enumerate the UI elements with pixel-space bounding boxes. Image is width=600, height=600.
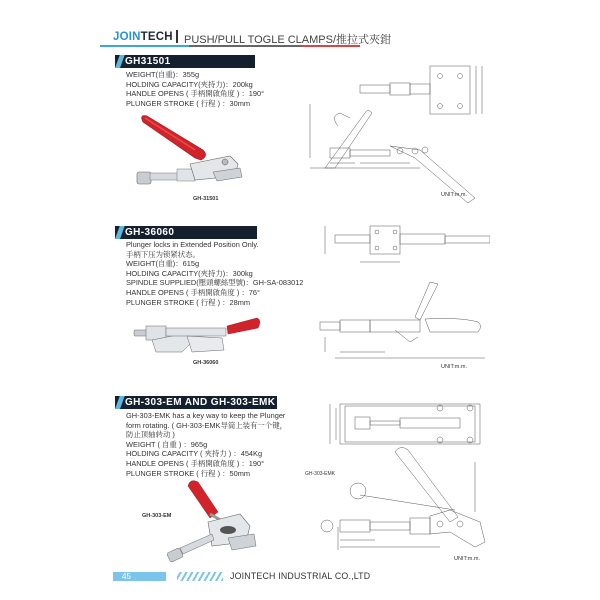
- company-name: JOINTECH INDUSTRIAL CO.,LTD: [230, 571, 371, 581]
- product-header-gh31501: GH31501: [115, 55, 255, 68]
- page-header: [113, 30, 513, 48]
- photo-label-gh303em: GH-303-EM: [142, 513, 172, 519]
- product-photo-gh31501: [135, 112, 245, 192]
- technical-drawing-gh36060: [300, 222, 490, 367]
- spec-note-1: GH-303-EMK has a key way to keep the Plunger: [126, 411, 286, 420]
- spec-weight: WEIGHT ( 自重 ) ：965g: [126, 439, 208, 449]
- brand-join: JOIN: [113, 31, 141, 43]
- spec-holding-capacity: HOLDING CAPACITY ( 夾持力 ) ：454Kg: [126, 449, 263, 459]
- photo-label-gh31501: GH-31501: [193, 196, 219, 202]
- spec-handle-opens: HANDLE OPENS ( 手柄開啟角度 ) ：190°: [126, 458, 265, 468]
- brand-tech: TECH: [140, 31, 173, 43]
- page-title: PUSH/PULL TOGLE CLAMPS/推拉式夾鉗: [184, 34, 392, 46]
- spec-note-cn: 手柄下压为锁紧状态。: [126, 249, 200, 259]
- technical-drawing-gh303em: [300, 392, 490, 567]
- product-specs-gh303em: [126, 411, 287, 478]
- spec-note: Plunger locks in Extended Position Only.: [126, 240, 259, 249]
- spec-plunger-stroke: PLUNGER STROKE ( 行程 ) ：28mm: [126, 297, 251, 307]
- spec-note-2: form rotating. ( GH-303-EMK导筒上装有一个键，: [126, 420, 287, 430]
- unit-label-gh303em: UNIT:m.m.: [454, 556, 480, 562]
- unit-label-gh31501: UNIT:m.m.: [441, 192, 467, 198]
- spec-holding-capacity: HOLDING CAPACITY(夾持力)：300kg: [126, 268, 253, 278]
- product-header-gh36060: GH-36060: [115, 226, 257, 239]
- unit-label-gh36060: UNIT:m.m.: [441, 364, 467, 370]
- spec-weight: WEIGHT(自重)：355g: [126, 70, 200, 79]
- spec-note-3: 防止顶轴转动 ): [126, 430, 175, 440]
- spec-handle-opens: HANDLE OPENS ( 手柄開啟角度 ) ：76°: [126, 287, 260, 297]
- spec-weight: WEIGHT(自重)：615g: [126, 259, 200, 269]
- technical-drawing-gh31501: [300, 58, 490, 203]
- spec-handle-opens: HANDLE OPENS ( 手柄開啟角度 ) ：190°: [126, 89, 265, 99]
- header-line-blue: [100, 45, 189, 47]
- footer-stripes: [177, 572, 223, 581]
- product-specs-gh31501: [126, 70, 264, 108]
- spec-plunger-stroke: PLUNGER STROKE ( 行程 ) ：30mm: [126, 98, 251, 108]
- brand-logo: [113, 31, 173, 43]
- product-header-gh303em: GH-303-EM AND GH-303-EMK: [115, 396, 277, 409]
- spec-holding-capacity: HOLDING CAPACITY(夾持力)：200kg: [126, 79, 253, 89]
- product-specs-gh36060: [126, 240, 303, 307]
- photo-label-gh36060: GH-36060: [193, 360, 219, 366]
- header-separator: [176, 30, 178, 43]
- spec-spindle-supplied: SPINDLE SUPPLIED(壓頭螺絲型號)：GH-SA-083012: [126, 278, 304, 288]
- spec-plunger-stroke: PLUNGER STROKE ( 行程 ) ：50mm: [126, 468, 251, 478]
- page-footer: [113, 572, 493, 582]
- svg-text:GH-303-EMK: GH-303-EMK: [305, 471, 336, 477]
- page-number: 45: [113, 572, 166, 581]
- product-photo-gh303em: [150, 478, 260, 563]
- product-photo-gh36060: [132, 312, 262, 362]
